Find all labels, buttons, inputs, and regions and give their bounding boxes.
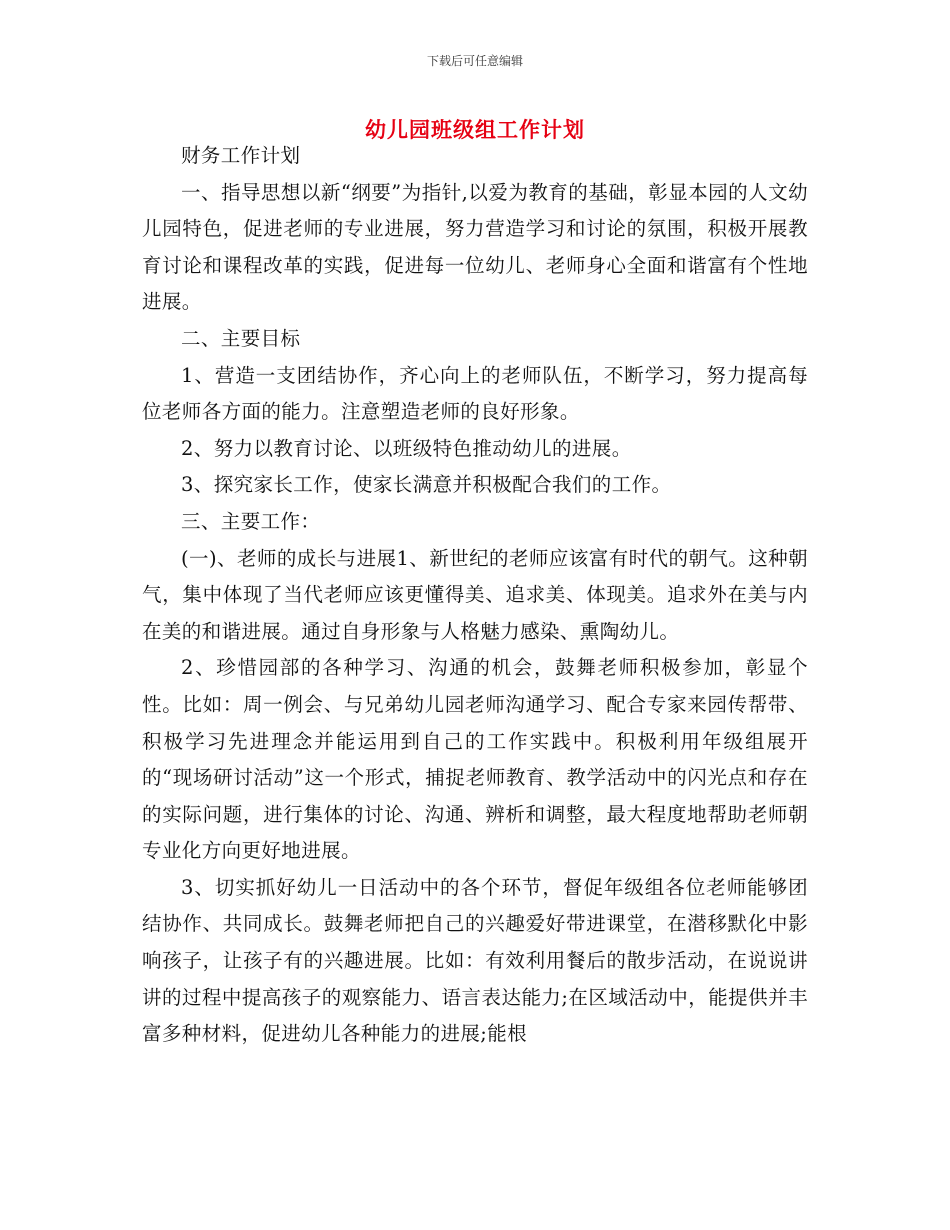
- paragraph-main-work-heading: 三、主要工作：: [181, 509, 321, 533]
- paragraph-work-1: (一)、老师的成长与进展1、新世纪的老师应该富有时代的朝气。这种朝气，集中体现了当代老师应该更懂得美、追求美、体现美。追求外在美与内在美的和谐进展。通过自身形象与人格魅力感染、熏陶幼儿。: [142, 546, 808, 643]
- paragraph-goal-3: 3、探究家长工作，使家长满意并积极配合我们的工作。: [181, 473, 672, 497]
- paragraph-goal-2: 2、努力以教育讨论、以班级特色推动幼儿的进展。: [181, 436, 632, 460]
- paragraph-guiding-ideology: 一、指导思想以新“纲要”为指针,以爱为教育的基础，彰显本园的人文幼儿园特色，促进老师的专业进展，努力营造学习和讨论的氛围，积极开展教育讨论和课程改革的实践，促进每一位幼儿、老师身心全面和谐富有个性地进展。: [142, 180, 808, 314]
- paragraph-work-3: 3、切实抓好幼儿一日活动中的各个环节，督促年级组各位老师能够团结协作、共同成长。鼓舞老师把自己的兴趣爱好带进课堂，在潜移默化中影响孩子，让孩子有的兴趣进展。比如：有效利用餐后的散步活动，在说说讲讲的过程中提高孩子的观察能力、语言表达能力;在区域活动中，能提供并丰富多种材料，促进幼儿各种能力的进展;能根: [142, 875, 808, 1046]
- paragraph-subtitle: 财务工作计划: [181, 144, 301, 167]
- paragraph-goal-1: 1、营造一支团结协作，齐心向上的老师队伍，不断学习，努力提高每位老师各方面的能力。注意塑造老师的良好形象。: [142, 363, 808, 424]
- document-body: [142, 138, 808, 1053]
- paragraph-work-2: 2、珍惜园部的各种学习、沟通的机会，鼓舞老师积极参加，彰显个性。比如：周一例会、与兄弟幼儿园老师沟通学习、配合专家来园传帮带、积极学习先进理念并能运用到自己的工作实践中。积极利用年级组展开的“现场研讨活动”这一个形式，捕捉老师教育、教学活动中的闪光点和存在的实际问题，进行集体的讨论、沟通、辨析和调整，最大程度地帮助老师朝专业化方向更好地进展。: [142, 656, 808, 863]
- paragraph-main-goals-heading: 二、主要目标: [181, 326, 301, 350]
- header-note: 下载后可任意编辑: [426, 54, 523, 68]
- document-title: 幼儿园班级组工作计划: [365, 118, 585, 142]
